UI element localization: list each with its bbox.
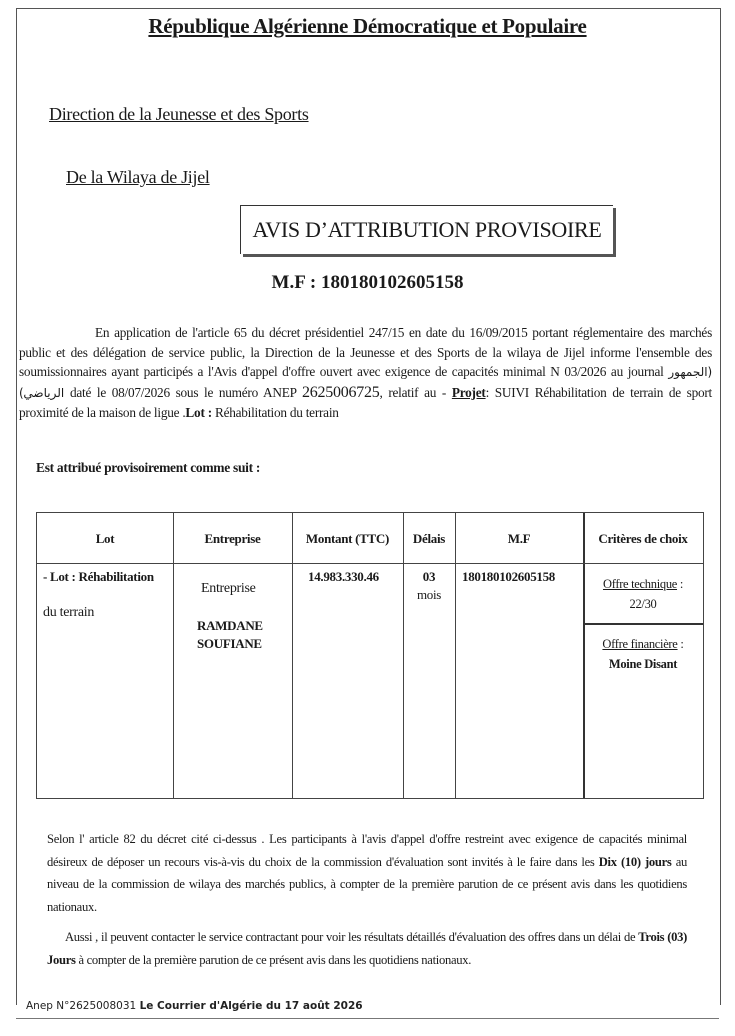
cell-lot-line2: du terrain (43, 605, 95, 620)
cell-entreprise-line3: SOUFIANE (197, 636, 262, 651)
intro-part5: Réhabilitation du terrain (211, 405, 339, 420)
criteria-divider (583, 623, 703, 625)
intro-part4: : SUIVI Réhabilitation de terrain de sport proximité de la maison de ligue . (19, 384, 713, 420)
offre-technique-label: Offre technique (602, 577, 678, 591)
header-lot: Lot (95, 531, 115, 546)
column-divider (403, 513, 404, 798)
cell-montant: 14.983.330.46 (308, 569, 379, 584)
journal-name-arabic: (الجمهور الرياضي) (19, 365, 712, 400)
recours-delay: Dix (10) jours (598, 854, 672, 869)
intro-part1: En application de l'article 65 du décret présidentiel 247/15 en date du 16/09/2015 portant réglementaire des marchés public et des délégation de service public, la Direction de la Jeunesse et des Sports de la wilaya de Jijel informe l'ensemble des soumissionnaires ayant participés a l'Avis d'appel d'offre ouvert avec exigence de capacités minimal N 03/2026 au journal (19, 325, 712, 379)
header-entreprise: Entreprise (204, 531, 261, 546)
cell-delais-line1: 03 (422, 569, 436, 584)
mf-heading: M.F : 180180102605158 (271, 272, 464, 293)
recours-part2: au niveau de la commission de wilaya des marchés publics, à compter de la première parution de ce présent avis dans les quotidiens nationaux. (47, 854, 687, 914)
contact-delay: Trois (03) Jours (47, 930, 687, 967)
intro-paragraph (19, 323, 712, 423)
avis-title-box (240, 205, 613, 254)
avis-title: AVIS D’ATTRIBUTION PROVISOIRE (252, 217, 602, 242)
recours-paragraph (47, 828, 687, 918)
republic-title: République Algérienne Démocratique et Populaire (148, 14, 587, 38)
direction-name: Direction de la Jeunesse et des Sports (49, 104, 309, 124)
header-criteres: Critères de choix (598, 531, 688, 546)
header-montant: Montant (TTC) (305, 531, 390, 546)
column-divider (173, 513, 174, 798)
attribution-table (36, 512, 704, 799)
contact-paragraph (47, 926, 687, 971)
cell-offre-technique (583, 577, 703, 592)
recours-part1: Selon l' article 82 du décret cité ci-dessus . Les participants à l'avis d'appel d'offre restreint avec exigence de capacités minimal désireux de déposer un recours vis-à-vis du choix de la commission d'évaluation sont invités à le faire dans les (47, 832, 687, 869)
offre-technique-sep: : (677, 577, 684, 591)
lot-label: Lot : (185, 405, 212, 420)
offre-financiere-label: Offre financière (602, 637, 678, 651)
footer-credit (26, 1000, 363, 1012)
anep-number: 2625006725 (302, 383, 380, 401)
column-divider (292, 513, 293, 798)
column-divider (455, 513, 456, 798)
contact-part1: Aussi , il peuvent contacter le service contractant pour voir les résultats détaillés d'évaluation des offres dans un délai de (65, 930, 639, 944)
cell-delais-line2: mois (416, 587, 442, 602)
footer-anep-ref: Anep N°2625008031 (26, 1000, 137, 1012)
cell-lot-line1: - Lot : Réhabilitation (43, 569, 154, 584)
intro-part3: , relatif au - (379, 384, 452, 400)
header-row-divider (37, 563, 703, 564)
intro-part2: daté le 08/07/2026 sous le numéro ANEP (70, 384, 297, 400)
header-delais: Délais (412, 531, 446, 546)
cell-offre-financiere (583, 637, 703, 652)
attribution-heading: Est attribué provisoirement comme suit : (36, 460, 261, 475)
footer-newspaper: Le Courrier d'Algérie du 17 août 2026 (139, 1000, 363, 1012)
offre-financiere-sep: : (677, 637, 684, 651)
cell-mf: 180180102605158 (462, 569, 556, 584)
footer-line (16, 1018, 719, 1019)
cell-entreprise-line2: RAMDANE (197, 618, 263, 633)
projet-label: Projet (451, 384, 486, 400)
offre-financiere-value: Moine Disant (608, 657, 678, 671)
header-mf: M.F (507, 531, 531, 546)
cell-entreprise-line1: Entreprise (201, 581, 256, 596)
offre-technique-score: 22/30 (629, 597, 657, 611)
contact-part2: à compter de la première parution de ce présent avis dans les quotidiens nationaux. (75, 952, 472, 967)
wilaya-name: De la Wilaya de Jijel (66, 167, 210, 187)
criteria-column-border (583, 513, 585, 798)
